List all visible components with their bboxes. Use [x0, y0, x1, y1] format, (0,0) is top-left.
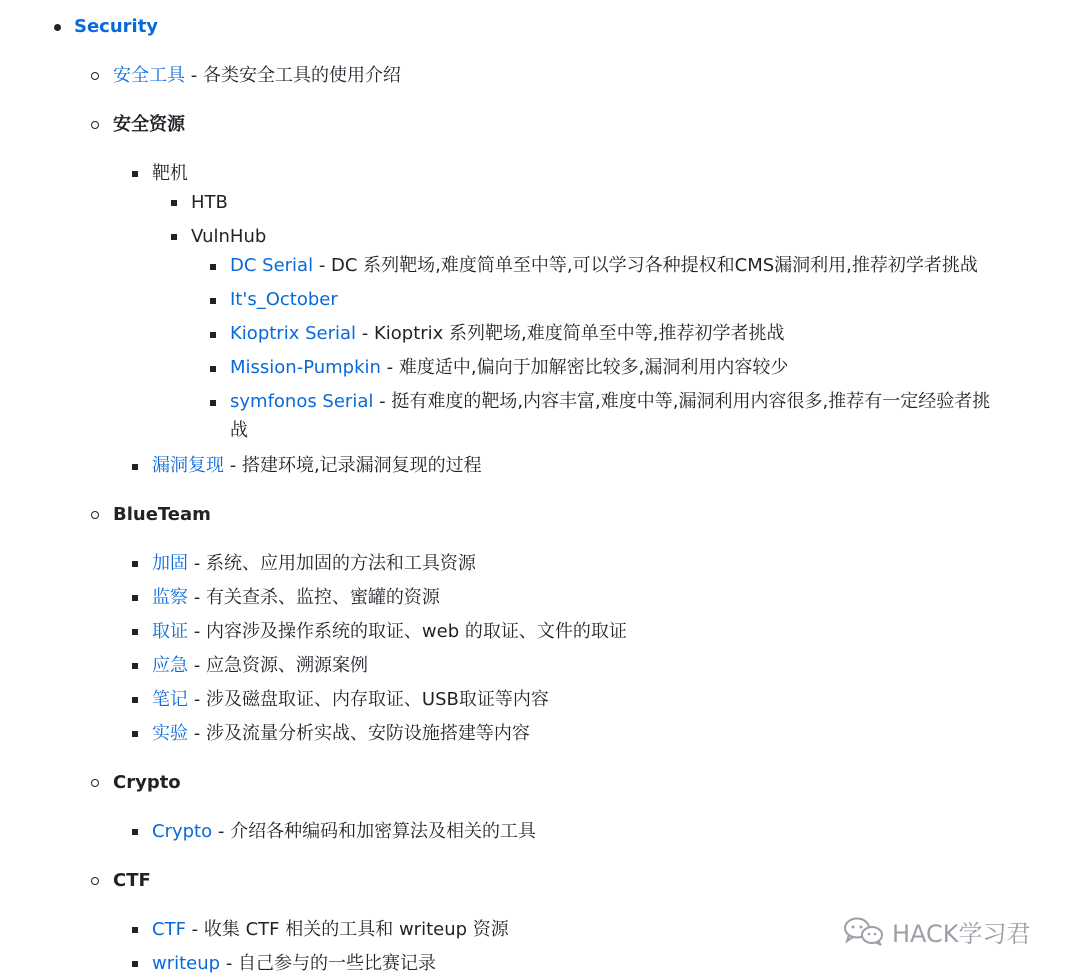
- circle-bullet: [91, 877, 99, 885]
- watermark-text: HACK学习君: [892, 919, 1031, 948]
- blueteam-item: [152, 586, 440, 610]
- square-bullet: [132, 961, 138, 967]
- monitoring-desc: - 有关查杀、监控、蜜罐的资源: [188, 587, 440, 608]
- disc-bullet: [54, 24, 61, 31]
- list-item-tools: [113, 64, 401, 88]
- resources-title: 安全资源: [113, 114, 185, 135]
- mission-pumpkin-desc: - 难度适中,偏向于加解密比较多,漏洞利用内容较少: [380, 357, 789, 378]
- hardening-link[interactable]: 加固: [152, 553, 188, 574]
- emergency-desc: - 应急资源、溯源案例: [188, 655, 368, 676]
- crypto-title: Crypto: [113, 772, 181, 793]
- square-bullet: [132, 561, 138, 567]
- symfonos-link[interactable]: symfonos Serial: [230, 391, 374, 412]
- wechat-icon: [842, 916, 886, 946]
- htb-item: HTB: [191, 192, 228, 213]
- forensics-link[interactable]: 取证: [152, 621, 188, 642]
- vulnhub-item-kioptrix: [230, 322, 784, 346]
- ctf-desc: - 收集 CTF 相关的工具和 writeup 资源: [185, 919, 509, 940]
- crypto-item: [152, 820, 536, 844]
- its-october-link[interactable]: It's_October: [230, 289, 338, 310]
- square-bullet: [132, 697, 138, 703]
- circle-bullet: [91, 72, 99, 80]
- kioptrix-desc: - Kioptrix 系列靶场,难度简单至中等,推荐初学者挑战: [356, 323, 785, 344]
- monitoring-link[interactable]: 监察: [152, 587, 188, 608]
- blueteam-title: BlueTeam: [113, 504, 211, 525]
- square-bullet: [132, 595, 138, 601]
- notes-link[interactable]: 笔记: [152, 689, 188, 710]
- writeup-desc: - 自己参与的一些比赛记录: [220, 953, 437, 974]
- square-bullet: [210, 332, 216, 338]
- square-bullet: [210, 400, 216, 406]
- circle-bullet: [91, 511, 99, 519]
- target-title: 靶机: [152, 163, 188, 184]
- ctf-item: [152, 918, 509, 942]
- blueteam-item: [152, 552, 476, 576]
- list-item-vuln: [152, 454, 482, 478]
- square-bullet: [132, 663, 138, 669]
- symfonos-desc: - 挺有难度的靶场,内容丰富,难度中等,漏洞利用内容很多,推荐有一定经验者挑: [373, 391, 991, 412]
- square-bullet: [210, 264, 216, 270]
- square-bullet: [132, 171, 138, 177]
- square-bullet: [132, 464, 138, 470]
- square-bullet: [210, 298, 216, 304]
- vulnhub-item-october: [230, 288, 338, 312]
- vuln-link[interactable]: 漏洞复现: [152, 455, 224, 476]
- list-item-security: [74, 15, 158, 39]
- blueteam-item: [152, 620, 627, 644]
- vulnhub-item-dc: [230, 254, 978, 278]
- square-bullet: [210, 366, 216, 372]
- crypto-link[interactable]: Crypto: [152, 821, 213, 842]
- security-link[interactable]: Security: [74, 16, 159, 37]
- watermark: [842, 914, 1031, 948]
- lab-link[interactable]: 实验: [152, 723, 188, 744]
- vulnhub-item-pumpkin: [230, 356, 788, 380]
- square-bullet: [132, 629, 138, 635]
- forensics-desc: - 内容涉及操作系统的取证、web 的取证、文件的取证: [188, 621, 627, 642]
- square-bullet: [171, 234, 177, 240]
- tools-link[interactable]: 安全工具: [113, 65, 185, 86]
- crypto-desc: - 介绍各种编码和加密算法及相关的工具: [212, 821, 537, 842]
- square-bullet: [132, 829, 138, 835]
- blueteam-item: [152, 722, 530, 746]
- writeup-link[interactable]: writeup: [152, 953, 221, 974]
- vulnhub-item-symfonos: [230, 390, 990, 414]
- notes-desc: - 涉及磁盘取证、内存取证、USB取证等内容: [188, 689, 549, 710]
- tools-desc: - 各类安全工具的使用介绍: [185, 65, 401, 86]
- circle-bullet: [91, 121, 99, 129]
- square-bullet: [132, 927, 138, 933]
- square-bullet: [132, 731, 138, 737]
- blueteam-item: [152, 654, 368, 678]
- emergency-link[interactable]: 应急: [152, 655, 188, 676]
- dc-serial-desc: - DC 系列靶场,难度简单至中等,可以学习各种提权和CMS漏洞利用,推荐初学者挑战: [313, 255, 978, 276]
- lab-desc: - 涉及流量分析实战、安防设施搭建等内容: [188, 723, 530, 744]
- vulnhub-item: VulnHub: [191, 226, 267, 247]
- ctf-title: CTF: [113, 870, 151, 891]
- kioptrix-link[interactable]: Kioptrix Serial: [230, 323, 357, 344]
- circle-bullet: [91, 779, 99, 787]
- blueteam-item: [152, 688, 549, 712]
- symfonos-desc-wrap: 战: [230, 420, 248, 441]
- ctf-link[interactable]: CTF: [152, 919, 186, 940]
- dc-serial-link[interactable]: DC Serial: [230, 255, 314, 276]
- vuln-desc: - 搭建环境,记录漏洞复现的过程: [224, 455, 482, 476]
- square-bullet: [171, 200, 177, 206]
- hardening-desc: - 系统、应用加固的方法和工具资源: [188, 553, 476, 574]
- writeup-item: [152, 952, 436, 976]
- mission-pumpkin-link[interactable]: Mission-Pumpkin: [230, 357, 381, 378]
